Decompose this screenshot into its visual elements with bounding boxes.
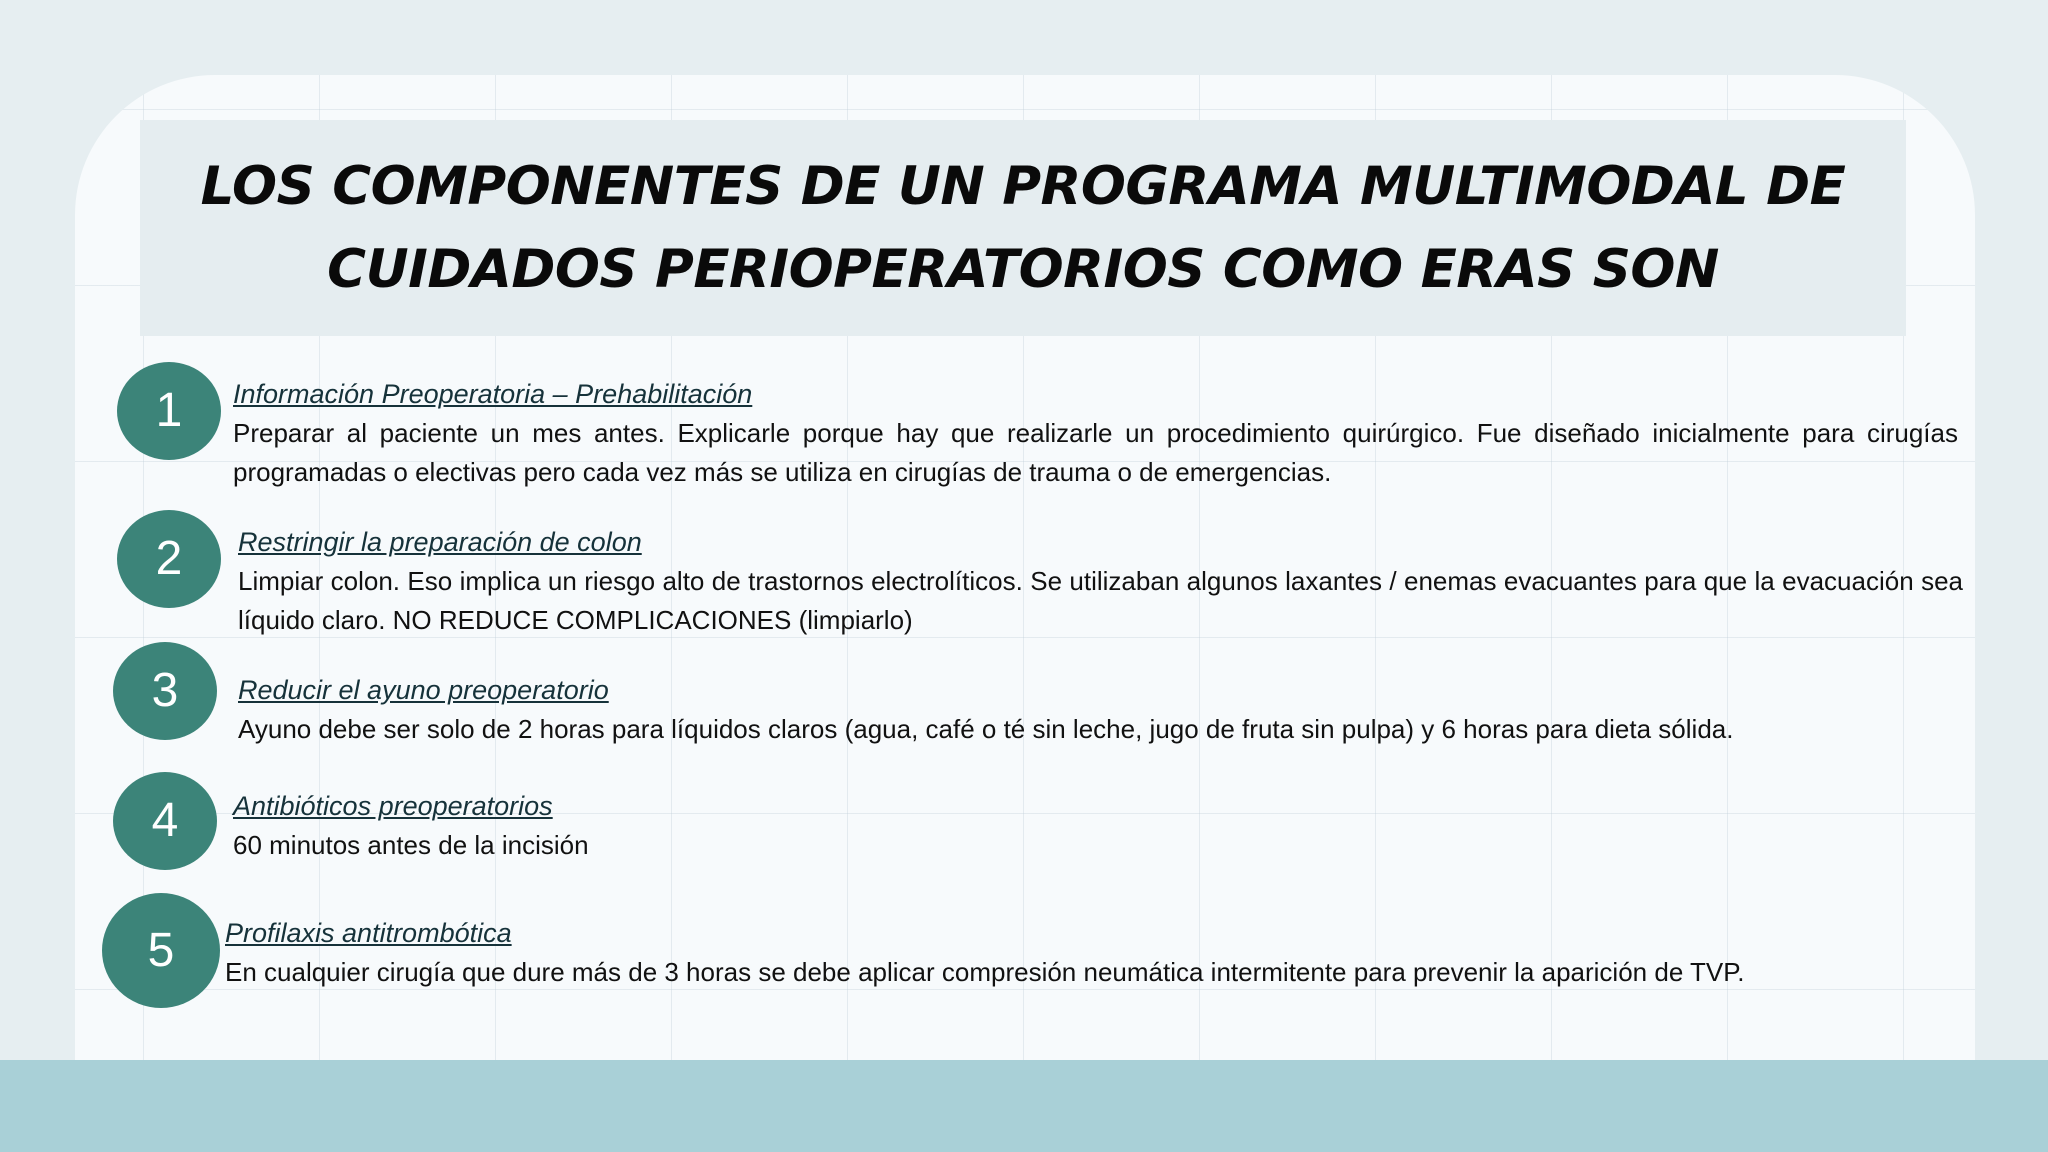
item-heading-4: Antibióticos preoperatorios xyxy=(233,791,553,821)
number-badge-1: 1 xyxy=(117,362,221,460)
item-text-4 xyxy=(233,787,1958,865)
item-body-2: Limpiar colon. Eso implica un riesgo alto de trastornos electrolíticos. Se utilizaban algunos laxantes / enemas evacuantes para que la evacuación sea líquido claro. NO REDUCE COMPLICACIONES (limpiarlo) xyxy=(238,566,1963,635)
item-heading-3: Reducir el ayuno preoperatorio xyxy=(238,675,609,705)
number-badge-2: 2 xyxy=(117,510,221,608)
title-box xyxy=(140,120,1906,336)
item-body-3: Ayuno debe ser solo de 2 horas para líquidos claros (agua, café o té sin leche, jugo de fruta sin pulpa) y 6 horas para dieta sólida. xyxy=(238,714,1734,744)
item-body-1: Preparar al paciente un mes antes. Explicarle porque hay que realizarle un procedimiento quirúrgico. Fue diseñado inicialmente para cirugías programadas o electivas pero cada vez más se utiliza en cirugías de trauma o de emergencias. xyxy=(233,418,1958,487)
item-text-5 xyxy=(225,914,1960,992)
item-body-4: 60 minutos antes de la incisión xyxy=(233,830,589,860)
item-text-1 xyxy=(233,375,1958,492)
item-heading-5: Profilaxis antitrombótica xyxy=(225,918,512,948)
item-body-5: En cualquier cirugía que dure más de 3 horas se debe aplicar compresión neumática intermitente para prevenir la aparición de TVP. xyxy=(225,957,1745,987)
item-heading-1: Información Preoperatoria – Prehabilitación xyxy=(233,379,753,409)
number-badge-4: 4 xyxy=(113,772,217,870)
item-text-3 xyxy=(238,671,1963,749)
number-badge-3: 3 xyxy=(113,642,217,740)
title-line-2: CUIDADOS PERIOPERATORIOS COMO ERAS SON xyxy=(327,239,1719,300)
item-heading-2: Restringir la preparación de colon xyxy=(238,527,642,557)
bottom-band xyxy=(0,1060,2048,1152)
title-line-1: LOS COMPONENTES DE UN PROGRAMA MULTIMODAL DE xyxy=(200,156,1846,217)
item-text-2 xyxy=(238,523,1963,640)
slide-title xyxy=(173,145,1873,311)
number-badge-5: 5 xyxy=(102,893,220,1008)
